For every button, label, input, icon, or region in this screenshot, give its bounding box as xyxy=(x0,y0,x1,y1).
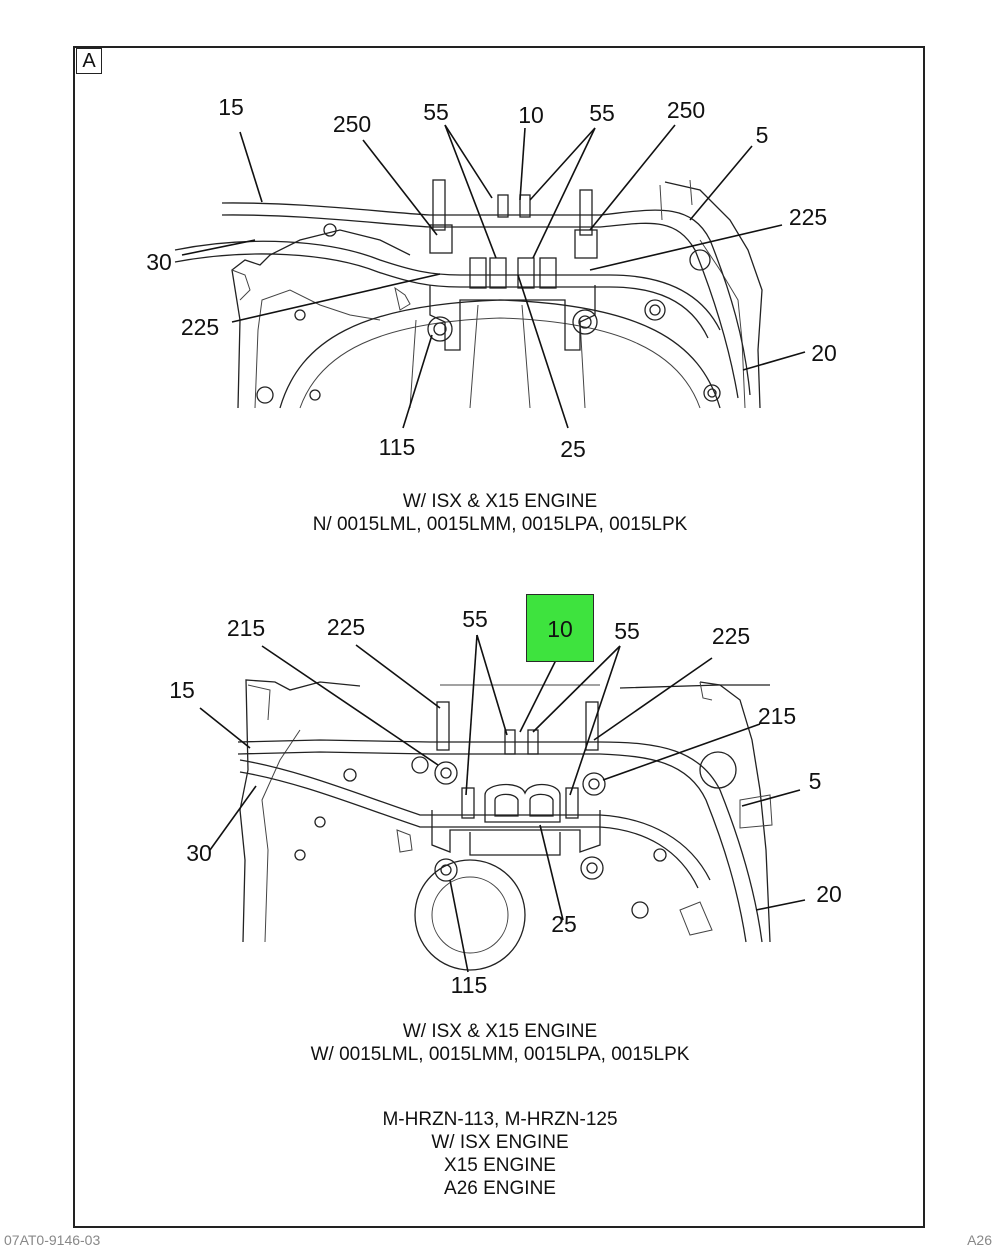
top-view-leader-lines xyxy=(182,125,805,428)
note-line: W/ ISX ENGINE xyxy=(431,1132,569,1153)
note-line: A26 ENGINE xyxy=(444,1178,556,1199)
callout-225: 225 xyxy=(711,623,751,649)
bottom-view-caption xyxy=(0,1020,1000,1066)
callout-250: 250 xyxy=(332,111,372,137)
top-view-caption xyxy=(0,490,1000,536)
applicability-notes xyxy=(0,1108,1000,1200)
callout-55: 55 xyxy=(614,618,640,644)
note-line: X15 ENGINE xyxy=(444,1155,556,1176)
highlighted-callout-10[interactable]: 10 xyxy=(547,616,573,642)
callout-10: 10 xyxy=(518,102,544,128)
callout-5: 5 xyxy=(808,768,822,794)
bottom-view-drawing xyxy=(0,590,1000,998)
drawing-number: 07AT0-9146-03 xyxy=(4,1232,101,1248)
caption-line: W/ ISX & X15 ENGINE xyxy=(402,1021,598,1042)
callout-55: 55 xyxy=(589,100,615,126)
callout-25: 25 xyxy=(551,911,577,937)
note-line: M-HRZN-113, M-HRZN-125 xyxy=(382,1109,618,1130)
callout-5: 5 xyxy=(755,122,769,148)
callout-215: 215 xyxy=(757,703,797,729)
top-view-drawing xyxy=(0,90,1000,490)
page-code: A26 xyxy=(967,1232,992,1248)
callout-55: 55 xyxy=(462,606,488,632)
callout-225: 225 xyxy=(326,614,366,640)
caption-line: W/ 0015LML, 0015LMM, 0015LPA, 0015LPK xyxy=(310,1044,690,1065)
caption-line: N/ 0015LML, 0015LMM, 0015LPA, 0015LPK xyxy=(312,514,688,535)
callout-115: 115 xyxy=(378,434,416,460)
callout-250: 250 xyxy=(666,97,706,123)
callout-115: 115 xyxy=(450,972,488,998)
top-view-callouts xyxy=(146,94,837,462)
callout-15: 15 xyxy=(169,677,195,703)
callout-55: 55 xyxy=(423,99,449,125)
callout-30: 30 xyxy=(186,840,212,866)
top-view-linework xyxy=(175,180,762,408)
bottom-edge-strip xyxy=(0,1232,1000,1248)
callout-215: 215 xyxy=(226,615,266,641)
section-label: A xyxy=(76,48,102,74)
bottom-view-linework xyxy=(238,680,772,970)
callout-30: 30 xyxy=(146,249,172,275)
callout-15: 15 xyxy=(218,94,244,120)
caption-line: W/ ISX & X15 ENGINE xyxy=(402,491,598,512)
bottom-view-callouts xyxy=(169,606,842,998)
callout-25: 25 xyxy=(560,436,586,462)
callout-20: 20 xyxy=(811,340,837,366)
callout-20: 20 xyxy=(816,881,842,907)
callout-225: 225 xyxy=(788,204,828,230)
callout-225: 225 xyxy=(180,314,220,340)
